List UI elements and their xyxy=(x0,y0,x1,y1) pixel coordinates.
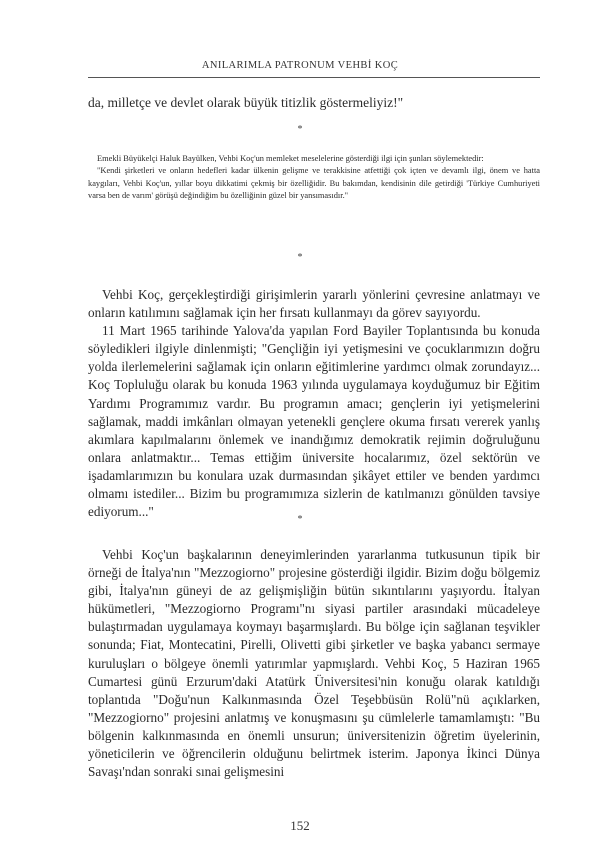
running-header: ANILARIMLA PATRONUM VEHBİ KOÇ xyxy=(201,60,399,71)
body-paragraph: Vehbi Koç'un başkalarının deneyimlerinden yararlanma tutkusunun tipik bir örneği de İtalya'nın "Mezzogiorno" projesine gösterdiği ilgidir. Bizim doğu bölgemiz gibi, İtalya'nın güneyi de az gelişmişliğin bütün sıkıntılarını yaşıyordu. İtalyan hükümetleri, "Mezzogiorno Programı"nı siyasi partiler arasındaki mücadeleye bulaştırmadan uygulamaya koymayı başarmışlardı. Bu bölge için sağlanan teşvikler sonunda; Fiat, Montecatini, Pirelli, Olivetti gibi şirketler ve başka yabancı sermaye kuruluşları o bölgeye önemli yatırımlar yapmışlardı. Vehbi Koç, 5 Haziran 1965 Cumartesi günü Erzurum'daki Atatürk Üniversitesi'nin konuğu olarak katıldığı toplantıda "Doğu'nun Kalkınmasında Özel Teşebbüsün Rolü"nü açıklarken, "Mezzogiorno" projesini anlatmış ve konuşmasını şu cümlelerle tamamlamıştı: "Bu bölgenin kalkınmasında en önemli unsurun; üniversitenizin öğretim üyelerinin, yöneticilerin ve öğrencilerin olduğunu belirtmek isterim. Japonya İkinci Dünya Savaşı'ndan sonraki sınai gelişmesini xyxy=(88,547,540,780)
section-one xyxy=(88,286,540,521)
section-separator: * xyxy=(297,124,303,135)
section-two xyxy=(88,546,540,781)
header-rule xyxy=(88,77,540,78)
section-separator: * xyxy=(297,252,303,263)
quote-text: "Kendi şirketleri ve onların hedefleri kadar ülkenin gelişme ve terakkisine atfettiği çok içten ve devamlı ilgi, önem ve hatta kaygıları, Vehbi Koç'un, yıllar boyu dikkatimi çekmiş bir özelliğidir. Bu bakımdan, kendisinin dile getirdiği 'Türkiye Cumhuriyeti varsa ben de varım' görüşü değindiğim bu özelliğinin güzel bir yansımasıdır." xyxy=(88,166,540,201)
body-paragraph: Vehbi Koç, gerçekleştirdiği girişimlerin yararlı yönlerini çevresine anlatmayı ve onların katılımını sağlamak için her fırsatı kullanmayı da görev sayıyordu. xyxy=(88,287,540,321)
quote-block xyxy=(88,153,540,203)
quote-intro: Emekli Büyükelçi Haluk Bayülken, Vehbi Koç'un memleket meselelerine gösterdiği ilgi için şunları söylemektedir: xyxy=(97,154,484,163)
section-separator: * xyxy=(297,514,303,525)
page-number: 152 xyxy=(290,818,310,833)
lead-line: da, milletçe ve devlet olarak büyük titizlik göstermeliyiz!" xyxy=(88,95,404,110)
body-paragraph: 11 Mart 1965 tarihinde Yalova'da yapılan Ford Bayiler Toplantısında bu konuda söyledikleri ilgiyle dinlenmişti; "Gençliğin iyi yetişmesini ve çocuklarımızın doğru yolda ilerlemelerini sağlamak için onların eğitimlerine yardımcı olmak zorundayız... Koç Topluluğu olarak bu konuda 1963 yılında uygulamaya koyduğumuz bir Eğitim Yardımı Programımız vardır. Bu programın amacı; gençlerin iyi yetişmelerini sağlamak, maddi imkânları olmayan yetenekli gençlere okuma fırsatı vererek yanlış akımlara kapılmalarını önlemek ve inandığımız demokratik rejimin doğruluğunu onlara anlatmaktır... Temas ettiğim üniversite hocalarımız, özel sektörün ve işadamlarımızın bu konulara uzak durmasından şikâyet ettiler ve benden yardımcı olmamı istediler... Bizim bu programımıza sizlerin de katılmanızı gönülden tavsiye ediyorum..." xyxy=(88,323,540,520)
